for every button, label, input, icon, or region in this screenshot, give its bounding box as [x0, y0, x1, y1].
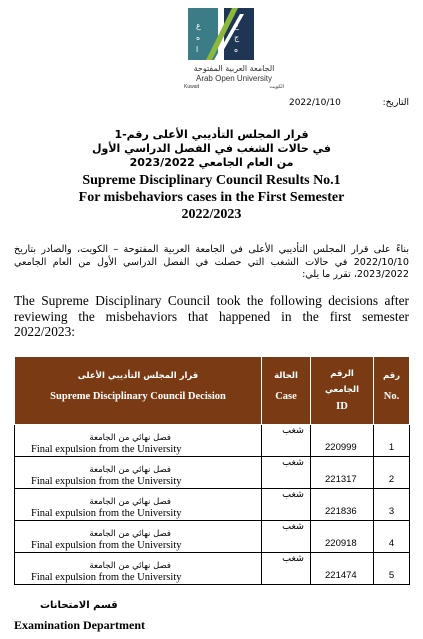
table-row [15, 425, 410, 457]
case-cell: شغب [262, 521, 311, 553]
logo-name-ar: الجامعة العربية المفتوحة [193, 64, 275, 73]
case-cell: شغب [262, 457, 311, 489]
id-cell: 221474 [311, 553, 374, 585]
decision-ar: فصل نهائي من الجامعة [89, 529, 171, 539]
decision-cell [15, 425, 262, 457]
results-table [14, 356, 410, 585]
decision-en: Final expulsion from the University [31, 572, 182, 583]
title-ar-line-1: قرار المجلس التأديبي الأعلى رقم-1 [114, 128, 309, 141]
header-case [262, 357, 311, 425]
no-cell: 1 [374, 425, 410, 457]
department-name-ar: قسم الامتحانات [40, 600, 118, 611]
decision-ar: فصل نهائي من الجامعة [89, 465, 171, 475]
table-header-row [15, 357, 410, 425]
header-no [374, 357, 410, 425]
university-logo [178, 6, 290, 92]
no-cell: 3 [374, 489, 410, 521]
header-decision-ar: قرار المجلس التأديبي الأعلى [77, 371, 199, 381]
decision-en: Final expulsion from the University [31, 476, 182, 487]
logo-branch [178, 84, 290, 90]
header-id-en: ID [336, 401, 348, 412]
department-name-en: Examination Department [14, 618, 145, 632]
date-value: 2022/10/10 [288, 98, 341, 108]
decision-ar: فصل نهائي من الجامعة [89, 497, 171, 507]
title-ar-line-3: من العام الجامعي 2023/2022 [129, 156, 294, 169]
case-cell: شغب [262, 425, 311, 457]
header-case-ar: الحالة [274, 371, 298, 381]
header-decision [15, 357, 262, 425]
decision-ar: فصل نهائي من الجامعة [89, 433, 171, 443]
svg-text:ج: ج [234, 33, 240, 42]
decision-cell [15, 457, 262, 489]
header-id [311, 357, 374, 425]
logo-name-en: Arab Open University [195, 74, 273, 83]
table-row [15, 521, 410, 553]
header-no-ar: رقم [382, 371, 401, 381]
logo-branch-en: Kuwait [184, 84, 200, 90]
date-label: التاريخ: [382, 98, 409, 108]
aou-logo-icon [186, 6, 256, 64]
decision-cell [15, 489, 262, 521]
table-row [15, 489, 410, 521]
id-cell: 220918 [311, 521, 374, 553]
id-cell: 221836 [311, 489, 374, 521]
svg-text:ه: ه [234, 45, 239, 54]
case-cell: شغب [262, 489, 311, 521]
svg-text:ع: ع [196, 21, 201, 30]
id-cell: 221317 [311, 457, 374, 489]
document-date [289, 98, 409, 108]
no-cell: 5 [374, 553, 410, 585]
intro-paragraph-ar: بناءً على قرار المجلس التأديبي الأعلى في الجامعة العربية المفتوحة – الكويت، والصادر بتاريخ 2022/10/10 في حالات الشغب التي حصلت في الفصل الدراسي الأول من العام الجامعي 2023/2022، تقرر ما يلي: [14, 244, 409, 280]
title-en-line-3: 2022/2023 [181, 207, 242, 222]
svg-text:ه: ه [196, 33, 201, 42]
id-cell: 220999 [311, 425, 374, 457]
no-cell: 2 [374, 457, 410, 489]
svg-text:ا: ا [196, 45, 199, 54]
decision-cell [15, 521, 262, 553]
header-decision-en: Supreme Disciplinary Council Decision [50, 391, 226, 402]
title-en-line-1: Supreme Disciplinary Council Results No.1 [82, 173, 341, 188]
case-cell: شغب [262, 553, 311, 585]
no-cell: 4 [374, 521, 410, 553]
logo-branch-ar: الكويت [269, 84, 284, 90]
svg-text:ع: ع [234, 21, 239, 30]
decision-ar: فصل نهائي من الجامعة [89, 561, 171, 571]
decision-en: Final expulsion from the University [31, 444, 182, 455]
intro-paragraph-en: The Supreme Disciplinary Council took the following decisions after reviewing the misbehaviors that happened in the first semester 2022/2023: [14, 293, 409, 339]
table-row [15, 457, 410, 489]
header-id-ar-1: الرقم [330, 369, 354, 379]
decision-en: Final expulsion from the University [31, 508, 182, 519]
decision-cell [15, 553, 262, 585]
title-en-line-2: For misbehaviors cases in the First Semester [78, 190, 345, 205]
header-case-en: Case [275, 391, 297, 402]
table-row [15, 553, 410, 585]
header-id-ar-2: الجامعي [324, 385, 360, 395]
header-no-en: No. [383, 391, 400, 402]
decision-en: Final expulsion from the University [31, 540, 182, 551]
title-ar-line-2: في حالات الشغب في الفصل الدراسي الأول [91, 142, 331, 155]
